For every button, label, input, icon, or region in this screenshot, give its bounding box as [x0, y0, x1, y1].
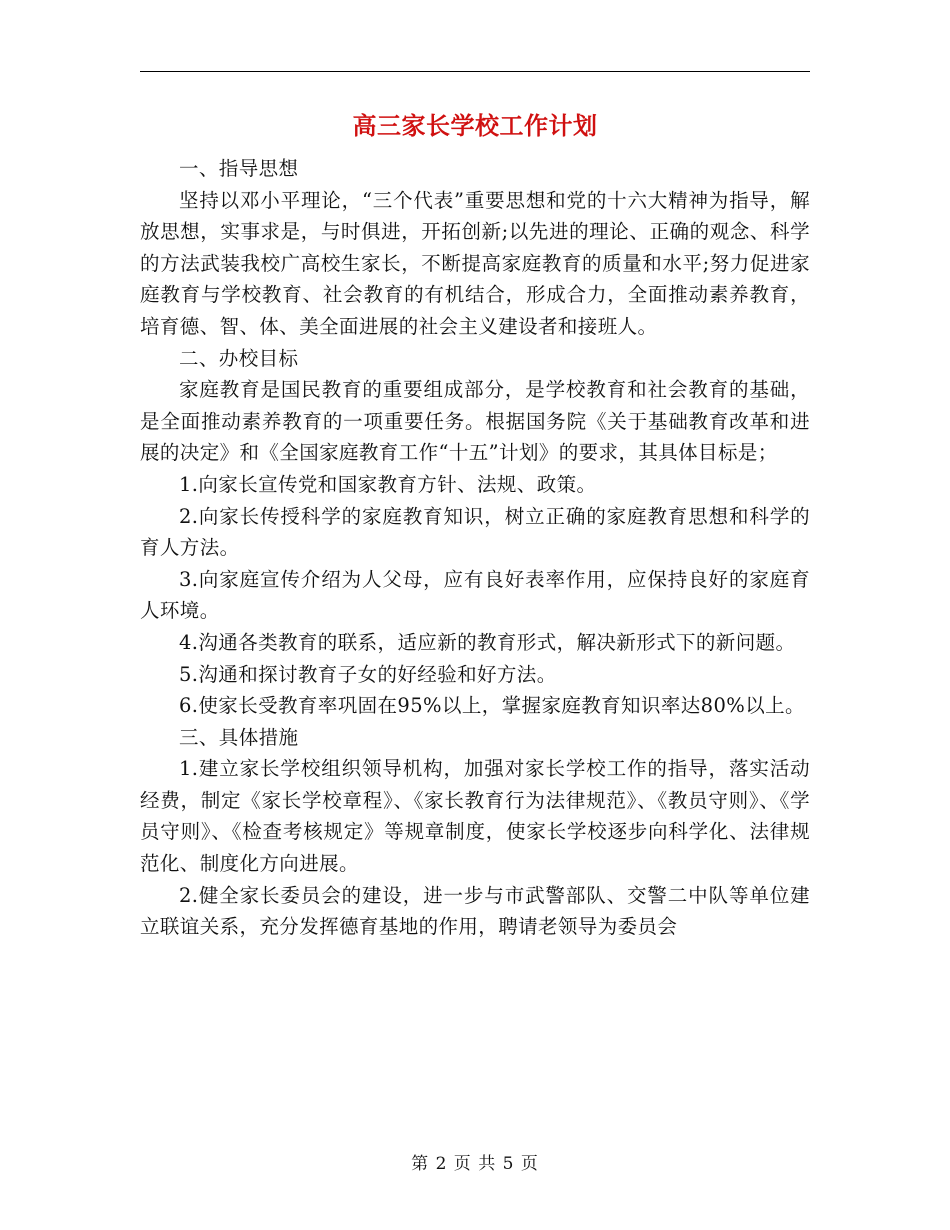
- page-number-footer: 第 2 页 共 5 页: [411, 1154, 539, 1174]
- section-heading-guiding-thought: 一、指导思想: [179, 157, 299, 180]
- paragraph: 坚持以邓小平理论，“三个代表”重要思想和党的十六大精神为指导，解放思想，实事求是，与时俱进，开拓创新;以先进的理论、正确的观念、科学的方法武装我校广高校生家长，不断提高家庭教育的质量和水平;努力促进家庭教育与学校教育、社会教育的有机结合，形成合力，全面推动素养教育，培育德、智、体、美全面进展的社会主义建设者和接班人。: [140, 188, 810, 338]
- document-body: [140, 153, 810, 943]
- paragraph: 家庭教育是国民教育的重要组成部分，是学校教育和社会教育的基础，是全面推动素养教育的一项重要任务。根据国务院《关于基础教育改革和进展的决定》和《全国家庭教育工作“十五”计划》的要求，其具体目标是；: [140, 378, 810, 465]
- list-item: 1.向家长宣传党和国家教育方针、法规、政策。: [179, 472, 597, 496]
- section-heading-measures: 三、具体措施: [179, 725, 299, 749]
- list-item: 2.向家长传授科学的家庭教育知识，树立正确的家庭教育思想和科学的育人方法。: [140, 504, 810, 560]
- list-item: 2.健全家长委员会的建设，进一步与市武警部队、交警二中队等单位建立联谊关系，充分发挥德育基地的作用，聘请老领导为委员会: [140, 883, 810, 939]
- list-item: 4.沟通各类教育的联系，适应新的教育形式，解决新形式下的新问题。: [179, 630, 796, 654]
- list-item: 6.使家长受教育率巩固在95%以上，掌握家庭教育知识率达80%以上。: [179, 694, 805, 718]
- document-title: 高三家长学校工作计划: [352, 111, 598, 140]
- list-item: 3.向家庭宣传介绍为人父母，应有良好表率作用，应保持良好的家庭育人环境。: [140, 567, 810, 623]
- list-item: 1.建立家长学校组织领导机构，加强对家长学校工作的指导，落实活动经费，制定《家长学校章程》、《家长教育行为法律规范》、《教员守则》、《学员守则》、《检查考核规定》等规章制度，使家长学校逐步向科学化、法律规范化、制度化方向进展。: [140, 757, 810, 876]
- list-item: 5.沟通和探讨教育子女的好经验和好方法。: [179, 662, 557, 686]
- section-heading-school-goals: 二、办校目标: [179, 346, 299, 370]
- header-rule: [140, 71, 810, 72]
